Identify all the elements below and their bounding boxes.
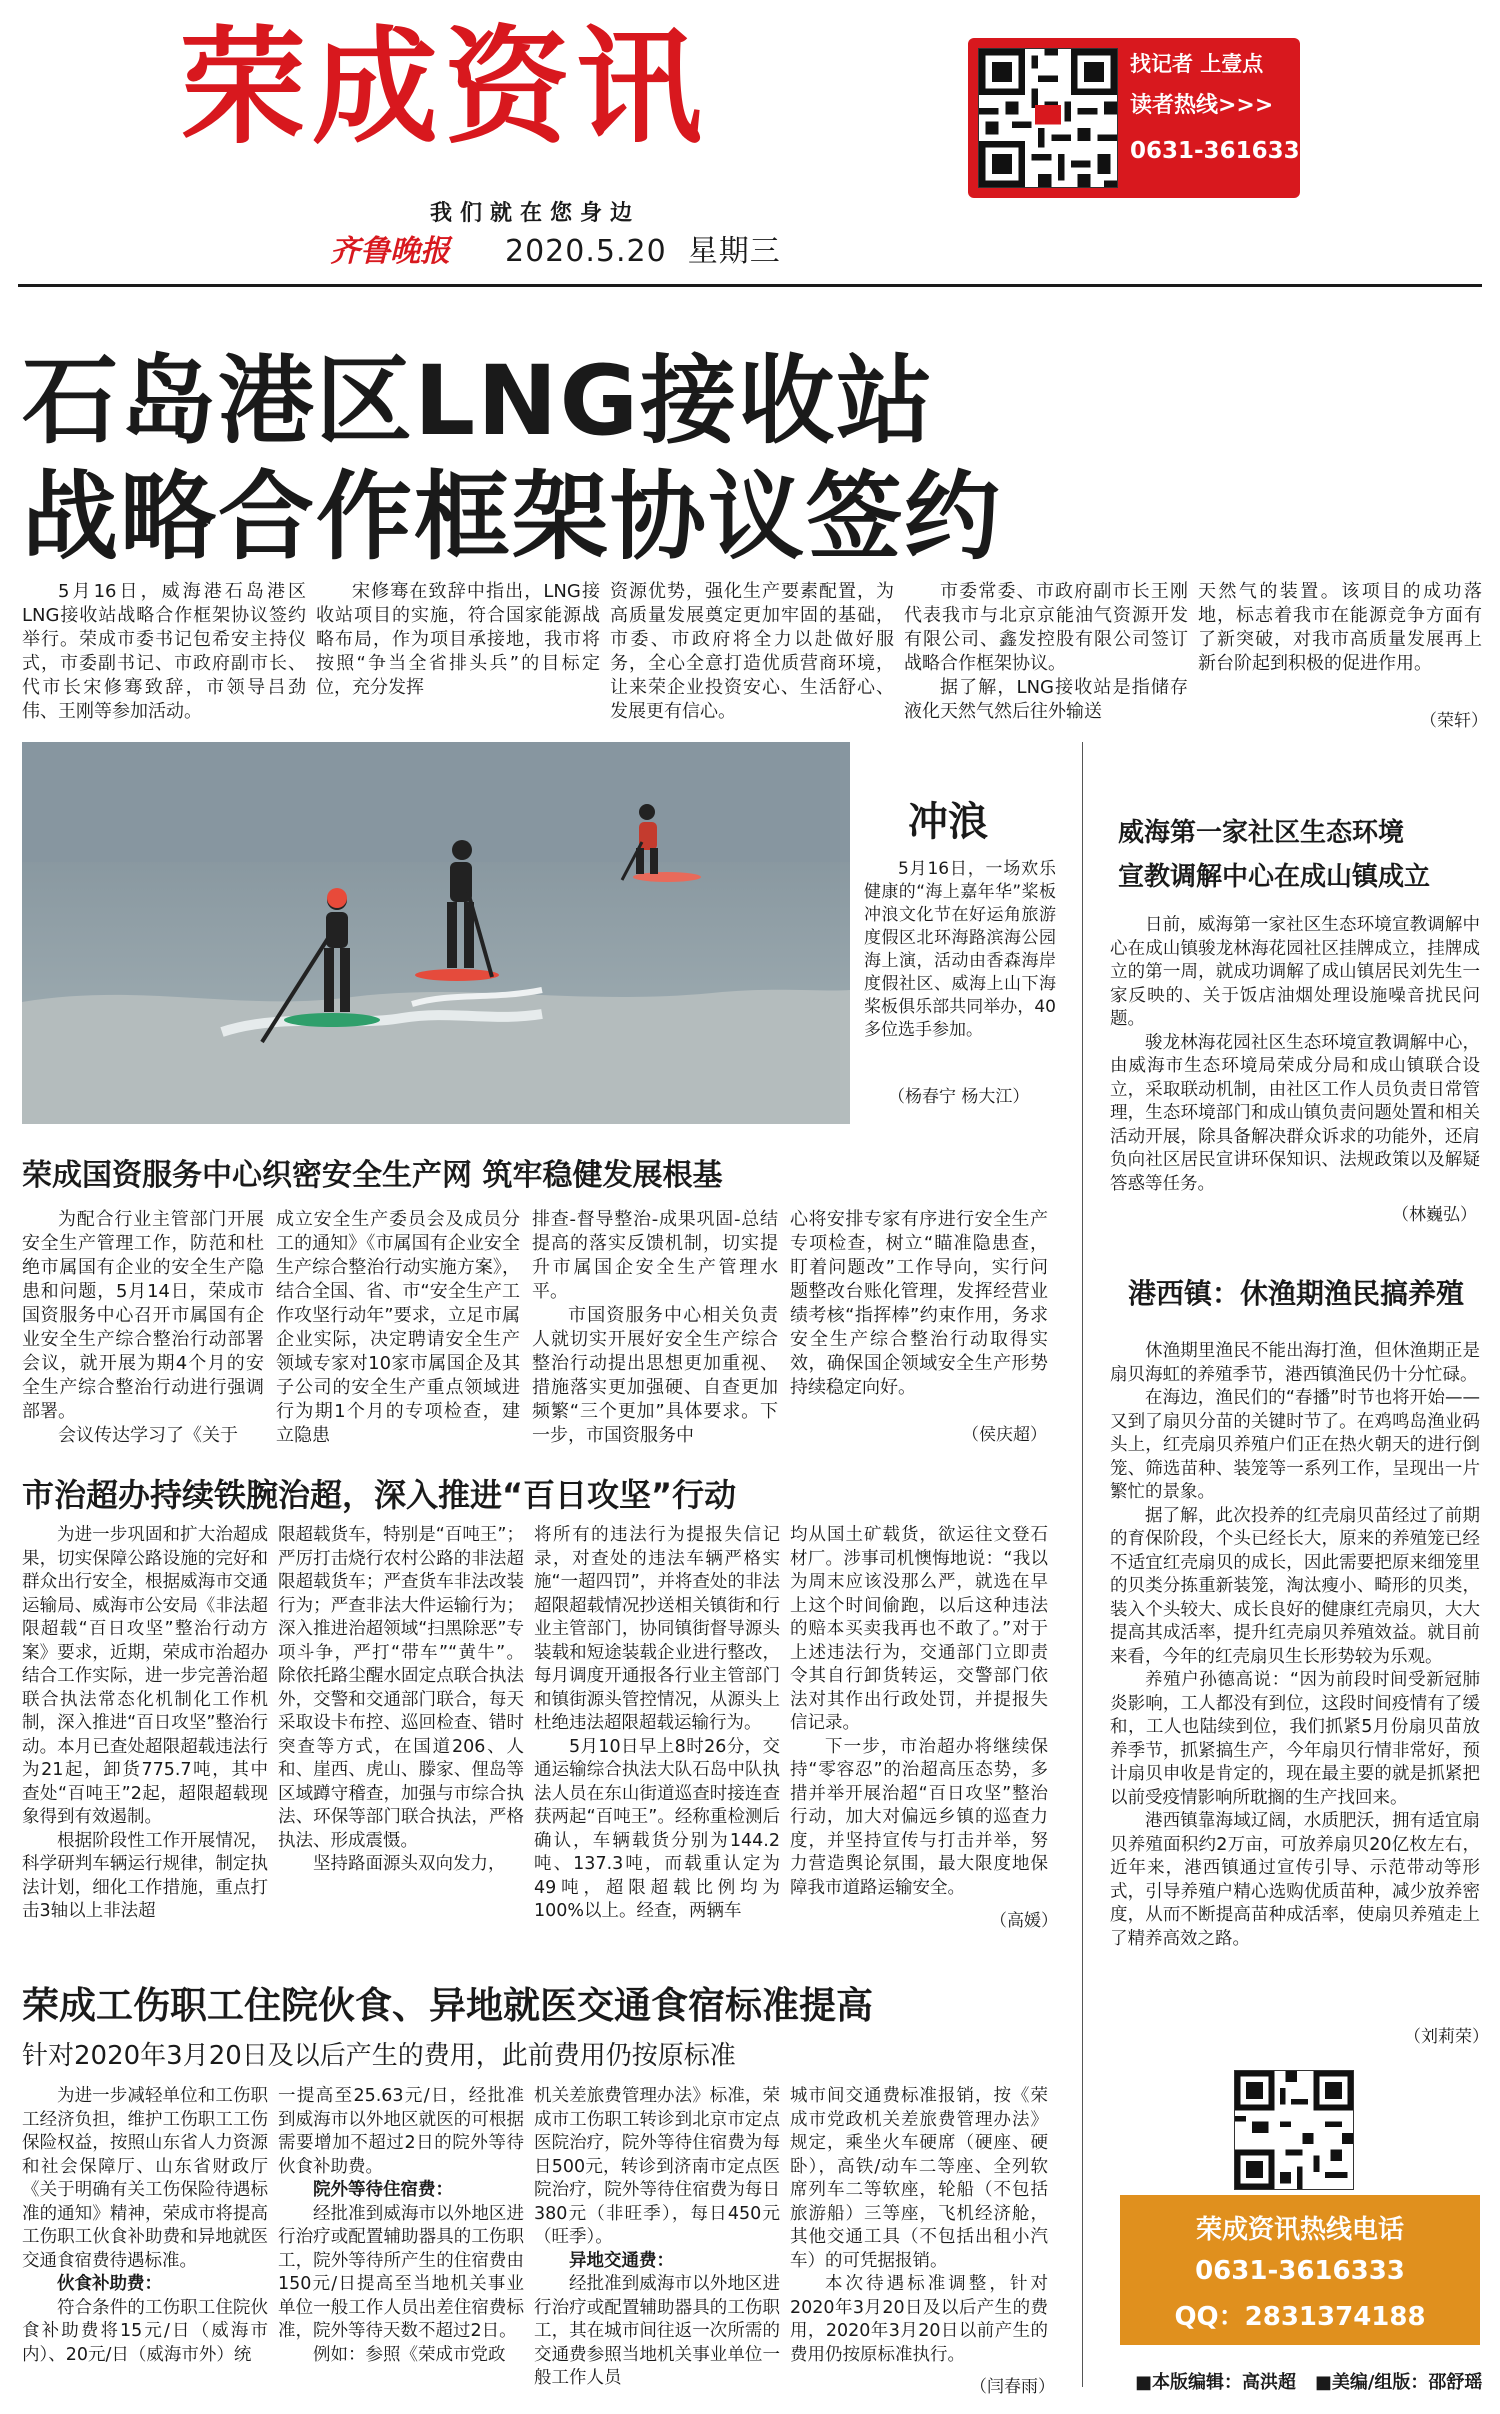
side1-headline-line1: 威海第一家社区生态环境 bbox=[1118, 818, 1405, 848]
article3-col1: 为进一步巩固和扩大治超成果，切实保障公路设施的完好和群众出行安全，根据威海市交通运输局、威海市公安局《非法超限超载“百日攻坚”整治行动方案》要求，近期，荣成市治超办结合工作实际，进一步完善治超联合执法常态化机制化工作机制，深入推进“百日攻坚”整治行动。本月已查处超限超载违法行为21起，卸货775.7吨，其中查处“百吨王”2起，超限超载现象得到有效遏制。 根据阶段性工作开展情况，科学研判车辆运行规律，制定执法计划，细化工作措施，重点打击3轴以上非法超 bbox=[22, 1525, 268, 1921]
surfing-photo bbox=[22, 742, 850, 1124]
page-credits bbox=[1135, 2368, 1482, 2394]
article3-col2: 限超载货车，特别是“百吨王”；严厉打击烧行农村公路的非法超限超载货车；严查货车非法改装行为；严查非法大件运输行为；深入推进治超领域“扫黑除恶”专项斗争，严打“带车”“黄牛”。除依托路尘醒水固定点联合执法外，交警和交通部门联合，每天采取设卡布控、巡回检查、错时突查等方式，在国道206、人和、崖西、虎山、滕家、俚岛等区域蹲守稽查，加强与市综合执法、环保等部门联合执法，严格执法、形成震慑。 坚持路面源头双向发力， bbox=[278, 1525, 524, 1874]
sidebar-divider bbox=[1082, 742, 1083, 2387]
sidebar-qr-code-icon bbox=[1234, 2070, 1354, 2190]
masthead-divider bbox=[18, 284, 1482, 287]
side1-headline-line2: 宣教调解中心在成山镇成立 bbox=[1118, 862, 1431, 892]
side2-author: （刘莉荣） bbox=[1404, 2027, 1489, 2047]
article4-headline: 荣成工伤职工住院伙食、异地就医交通食宿标准提高 bbox=[22, 1984, 873, 2027]
issue-date-line bbox=[505, 226, 781, 270]
lead-article-col2: 宋修骞在致辞中指出，LNG接收站项目的实施，符合国家能源战略布局，作为项目承接地，我市将按照“争当全省排头兵”的目标定位，充分发挥 bbox=[316, 581, 600, 698]
lead-article-col1: 5月16日，威海港石岛港区LNG接收站战略合作框架协议签约举行。荣成市委书记包希安主持仪式，市委副书记、市政府副市长、代市长宋修骞致辞，市领导吕劲伟、王刚等参加活动。 bbox=[22, 581, 306, 722]
contact-line-2: 读者热线>>> bbox=[1130, 93, 1274, 118]
issue-weekday: 星期三 bbox=[687, 234, 781, 269]
editor-credit: ■本版编辑：高洪超 bbox=[1135, 2372, 1297, 2393]
masthead-slogan: 我们就在您身边 bbox=[430, 201, 641, 226]
hotline-phone: 0631-3616333 bbox=[1195, 2256, 1405, 2286]
article2-author: （侯庆超） bbox=[962, 1425, 1047, 1445]
article2-col4: 心将安排专家有序进行安全生产专项检查，树立“瞄准隐患查，盯着问题改”工作导向，实行问题整改台账化管理，发挥经营业绩考核“指挥棒”约束作用，务求安全生产综合整治行动取得实效，确保国企领域安全生产形势持续稳定向好。 bbox=[790, 1209, 1048, 1398]
article4-subtitle: 针对2020年3月20日及以后产生的费用，此前费用仍按原标准 bbox=[22, 2041, 736, 2071]
article3-headline: 市治超办持续铁腕治超，深入推进“百日攻坚”行动 bbox=[22, 1476, 737, 1514]
photo-title: 冲浪 bbox=[908, 799, 988, 845]
lead-article-col4: 市委常委、市政府副市长王刚代表我市与北京京能油气资源开发有限公司、鑫发控股有限公司签订战略合作框架协议。 据了解，LNG接收站是指储存液化天然气然后往外输送 bbox=[904, 581, 1188, 722]
side2-headline: 港西镇：休渔期渔民搞养殖 bbox=[1128, 1277, 1465, 1310]
photo-author: （杨春宁 杨大江） bbox=[888, 1087, 1030, 1107]
article3-col3: 将所有的违法行为提报失信记录，对查处的违法车辆严格实施“一超四罚”，并将查处的非法超限超载情况抄送相关镇街和行业主管部门，协同镇街督导源头装载和短途装载企业进行整改，每月调度开通报各行业主管部门和镇街源头管控情况，从源头上杜绝违法超限超载运输行为。 5月10日早上8时26分，交通运输综合执法大队石岛中队执法人员在东山街道巡查时接连查获两起“百吨王”。经称重检测后确认，车辆载货分别为144.2吨、137.3吨，而载重认定为49吨，超限超载比例均为100%以上。经查，两辆车 bbox=[534, 1525, 780, 1921]
contact-phone: 0631-3616333 bbox=[1130, 138, 1316, 164]
article4-author: （闫春雨） bbox=[970, 2377, 1055, 2397]
lead-article-author: （荣轩） bbox=[1420, 711, 1488, 731]
lead-article-col5: 天然气的装置。该项目的成功落地，标志着我市在能源竞争方面有了新突破，对我市高质量发展再上新台阶起到积极的促进作用。 bbox=[1198, 581, 1482, 674]
newspaper-brand: 齐鲁晚报 bbox=[330, 234, 450, 269]
designer-credit: ■美编/组版：邵舒瑶 bbox=[1314, 2372, 1483, 2393]
side2-body: 休渔期里渔民不能出海打渔，但休渔期正是扇贝海虹的养殖季节，港西镇渔民仍十分忙碌。 在海边，渔民们的“春播”时节也将开始——又到了扇贝分苗的关键时节了。在鸡鸣岛渔业码头上，红壳扇贝养殖户们正在热火朝天的进行倒笼、筛选苗种、装笼等一系列工作，呈现出一片繁忙的景象。 据了解，此次投养的红壳扇贝苗经过了前期的育保阶段，个头已经长大，原来的养殖笼已经不适宜红壳扇贝的成长，因此需要把原来细笼里的贝类分拣重新装笼，淘汰瘦小、畸形的贝类，装入个头较大、成长良好的健康红壳扇贝，大大提高其成活率，提升红壳扇贝养殖效益。就目前来看，今年的红壳扇贝生长形势较为乐观。 养殖户孙德高说：“因为前段时间受新冠肺炎影响，工人都没有到位，这段时间疫情有了缓和，工人也陆续到位，我们抓紧5月份扇贝苗放养季节，抓紧搞生产，今年扇贝行情非常好，预计扇贝申收是肯定的，现在最主要的就是抓紧把以前受疫情影响所耽搁的生产找回来。 港西镇靠海域辽阔，水质肥沃，拥有适宜扇贝养殖面积约2万亩，可放养扇贝20亿枚左右，近年来，港西镇通过宣传引导、示范带动等形式，引导养殖户精心选购优质苗种，减少放养密度，从而不断提高苗种成活率，使扇贝养殖走上了精养高效之路。 bbox=[1110, 1341, 1480, 1949]
article3-col4: 均从国土矿载货，欲运往文登石材厂。涉事司机懊悔地说：“我以为周末应该没那么严，就选在早上这个时间偷跑，以后这种违法的赔本买卖我再也不敢了。”对于上述违法行为，交通部门立即责令其自行卸货转运，交警部门依法对其作出行政处罚，并提报失信记录。 下一步，市治超办将继续保持“零容忍”的治超高压态势，多措并举开展治超“百日攻坚”整治行动，加大对偏远乡镇的巡查力度，并坚持宣传与打击并举，努力营造舆论氛围，最大限度地保障我市道路运输安全。 bbox=[790, 1525, 1048, 1898]
article4-col4: 城市间交通费标准报销，按《荣成市党政机关差旅费管理办法》规定，乘坐火车硬席（硬座、硬卧），高铁/动车二等座、全列软席列车二等软座，轮船（不包括旅游船）三等座，飞机经济舱，其他交通工具（不包括出租小汽车）的可凭据报销。 本次待遇标准调整，针对2020年3月20日及以后产生的费用，2020年3月20日以前产生的费用仍按原标准执行。 bbox=[790, 2086, 1048, 2365]
side1-author: （林巍弘） bbox=[1392, 1205, 1477, 1225]
side1-body: 日前，威海第一家社区生态环境宣教调解中心在成山镇骏龙林海花园社区挂牌成立，挂牌成立的第一周，就成功调解了成山镇居民刘先生一家反映的、关于饭店油烟处理设施噪音扰民问题。 骏龙林海花园社区生态环境宣教调解中心，由威海市生态环境局荣成分局和成山镇联合设立，采取联动机制，由社区工作人员负责日常管理，生态环境部门和成山镇负责问题处置和相关活动开展，除具备解决群众诉求的功能外，还肩负向社区居民宣讲环保知识、法规政策以及解疑答惑等任务。 bbox=[1110, 915, 1480, 1194]
hotline-qq: QQ：2831374188 bbox=[1174, 2302, 1426, 2332]
contact-line-1: 找记者 上壹点 bbox=[1130, 52, 1264, 76]
lead-headline-line2: 战略合作框架协议签约 bbox=[22, 461, 1002, 573]
article2-col1: 为配合行业主管部门开展安全生产管理工作，防范和杜绝市属国有企业的安全生产隐患和问题，5月14日，荣成市国资服务中心召开市属国有企业安全生产综合整治行动部署会议，就开展为期4个月的安全生产综合整治行动进行强调部署。 会议传达学习了《关于 bbox=[22, 1209, 264, 1446]
hotline-title: 荣成资讯热线电话 bbox=[1195, 2215, 1404, 2245]
article4-col2: 一提高至25.63元/日，经批准到威海市以外地区就医的可根据需要增加不超过2日的院外等待伙食补助费。 院外等待住宿费： 经批准到威海市以外地区进行治疗或配置辅助器具的工伤职工，院外等待所产生的住宿费由150元/日提高至当地机关事业单位一般工作人员出差住宿费标准，院外等待天数不超过2日。 例如：参照《荣成市党政 bbox=[278, 2086, 524, 2365]
contact-box bbox=[968, 38, 1316, 198]
article2-col2: 成立安全生产委员会及成员分工的通知》《市属国有企业安全生产综合整治行动实施方案》，结合全国、省、市“安全生产工作攻坚行动年”要求，立足市属企业实际，决定聘请安全生产领域专家对10家市属国企及其子公司的安全生产重点领域进行为期1个月的专项检查，建立隐患 bbox=[276, 1209, 520, 1446]
lead-headline-line1: 石岛港区LNG接收站 bbox=[22, 345, 935, 457]
photo-caption: 5月16日，一场欢乐健康的“海上嘉年华”桨板冲浪文化节在好运角旅游度假区北环海路滨海公园海上演，活动由香森海岸度假社区、威海上山下海桨板俱乐部共同举办，40多位选手参加。 bbox=[864, 859, 1056, 1040]
article2-col3: 排查-督导整治-成果巩固-总结提高的落实反馈机制，切实提升市属国企安全生产管理水平。 市国资服务中心相关负责人就切实开展好安全生产综合整治行动提出思想更加重视、措施落实更加强硬、自查更加频繁“三个更加”具体要求。下一步，市国资服务中 bbox=[532, 1209, 778, 1446]
issue-date: 2020.5.20 bbox=[505, 234, 667, 269]
article4-col1: 为进一步减轻单位和工伤职工经济负担，维护工伤职工工伤保险权益，按照山东省人力资源和社会保障厅、山东省财政厅《关于明确有关工伤保险待遇标准的通知》精神，荣成市将提高工伤职工伙食补助费和异地就医交通食宿费待遇标准。 伙食补助费： 符合条件的工伤职工住院伙食补助费将15元/日（威海市内）、20元/日（威海市外）统 bbox=[22, 2086, 268, 2365]
article2-headline: 荣成国资服务中心织密安全生产网 筑牢稳健发展根基 bbox=[22, 1158, 723, 1193]
masthead-title: 荣成资讯 bbox=[180, 13, 708, 161]
article4-col3: 机关差旅费管理办法》标准，荣成市工伤职工转诊到北京市定点医院治疗，院外等待住宿费为每日500元，转诊到济南市定点医院治疗，院外等待住宿费为每日380元（非旺季），每日450元（旺季）。 异地交通费： 经批准到威海市以外地区进行治疗或配置辅助器具的工伤职工，其在城市间往返一次所需的交通费参照当地机关事业单位一般工作人员 bbox=[534, 2086, 780, 2388]
lead-article-col3: 资源优势，强化生产要素配置，为高质量发展奠定更加牢固的基础，市委、市政府将全力以赴做好服务，全心全意打造优质营商环境，让来荣企业投资安心、生活舒心、发展更有信心。 bbox=[610, 581, 894, 722]
hotline-box bbox=[1120, 2195, 1480, 2345]
article3-author: （高媛） bbox=[990, 1911, 1058, 1931]
qr-code-icon bbox=[978, 48, 1118, 188]
